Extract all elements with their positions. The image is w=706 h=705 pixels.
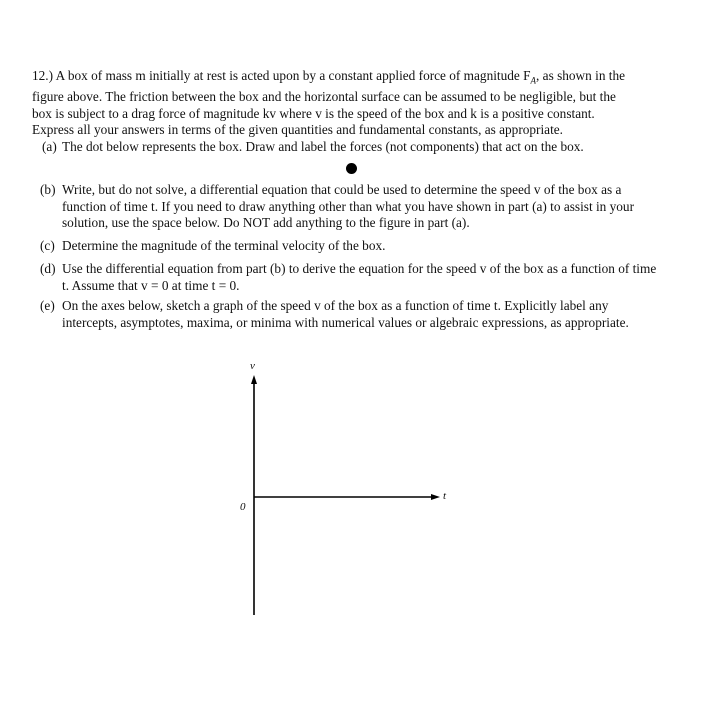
axes-svg xyxy=(220,355,450,625)
part-b-label: (b) xyxy=(40,182,56,197)
problem-intro-line: Express all your answers in terms of the given quantities and fundamental constants, as appropriate. xyxy=(32,122,563,138)
speed-time-axes[interactable] xyxy=(220,355,450,630)
problem-intro-line: box is subject to a drag force of magnitude kv where v is the speed of the box and k is a positive constant. xyxy=(32,105,595,121)
x-axis-arrowhead xyxy=(431,494,440,500)
part-a-text: The dot below represents the box. Draw and label the forces (not components) that act on the box. xyxy=(62,139,584,154)
problem-intro-line: 12.) A box of mass m initially at rest is acted upon by a constant applied force of magnitude $F_A$, as shown in the xyxy=(32,68,626,86)
box-dot[interactable] xyxy=(346,163,357,174)
part-a-label: (a) xyxy=(42,139,57,154)
part-e-text: On the axes below, sketch a graph of the speed v of the box as a function of time t. Explicitly label any intercepts, asymptotes, maxima, or minima with numerical values or algebraic expressions, as appropriate. xyxy=(62,298,629,330)
problem-intro-line: figure above. The friction between the box and the horizontal surface can be assumed to be negligible, but the xyxy=(32,89,616,105)
origin-label: 0 xyxy=(240,501,246,513)
problem-statement xyxy=(32,68,672,139)
x-axis-label: t xyxy=(443,490,447,502)
part-c-text: Determine the magnitude of the terminal velocity of the box. xyxy=(62,238,386,253)
part-e-label: (e) xyxy=(40,298,55,313)
part-c-label: (c) xyxy=(40,238,55,253)
y-axis-arrowhead xyxy=(251,375,257,384)
part-d-text: Use the differential equation from part (b) to derive the equation for the speed v of the box as a function of time t. Assume that v = 0 at time t = 0. xyxy=(62,261,657,293)
part-d-label: (d) xyxy=(40,261,56,276)
y-axis-label: v xyxy=(250,360,255,372)
part-b-text: Write, but do not solve, a differential equation that could be used to determine the speed v of the box as a function of time t. If you need to draw anything other than what you have shown in part (a) to assist in your solution, use the space below. Do NOT add anything to the figure in part (a). xyxy=(62,182,635,230)
